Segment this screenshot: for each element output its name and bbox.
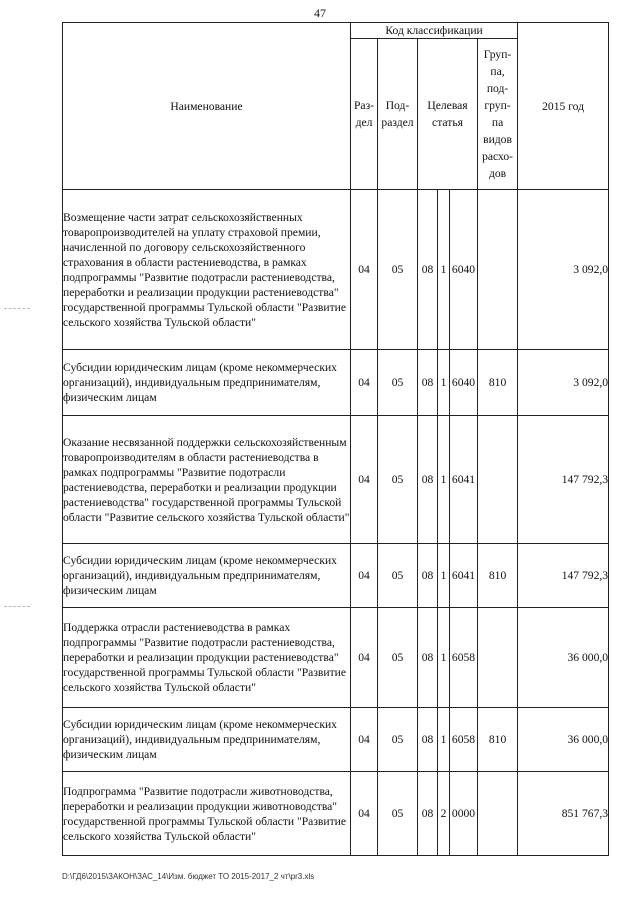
- row-name: Поддержка отрасли растениеводства в рамках подпрограммы "Развитие подотрасли растениеводства, переработки и реализации продукции растениеводства" государственной программы Тульской области "Развитие сельского хозяйства Тульской области": [63, 608, 351, 708]
- row-target-subprogram: 1: [438, 608, 450, 708]
- row-target-program: 08: [418, 416, 438, 544]
- row-target-program: 08: [418, 190, 438, 350]
- row-amount: 36 000,0: [518, 608, 609, 708]
- row-expense-type: [478, 608, 518, 708]
- row-podrazdel: 05: [378, 416, 418, 544]
- page-number: 47: [314, 6, 326, 20]
- header-year: 2015 год: [518, 23, 609, 190]
- row-target-subprogram: 1: [438, 350, 450, 416]
- header-gruppa: Груп- па, под- груп- па видов расхо- дов: [478, 39, 518, 190]
- row-podrazdel: 05: [378, 608, 418, 708]
- row-razdel: 04: [351, 544, 378, 608]
- scan-margin-mark: [4, 606, 30, 608]
- row-target-program: 08: [418, 608, 438, 708]
- row-target-subprogram: 1: [438, 190, 450, 350]
- row-target-subprogram: 1: [438, 708, 450, 772]
- row-target-direction: 6058: [450, 608, 478, 708]
- row-razdel: 04: [351, 350, 378, 416]
- table-row: [63, 190, 609, 350]
- row-name: Оказание несвязанной поддержки сельскохозяйственным товаропроизводителям в области растениеводства в рамках подпрограммы "Развитие подотрасли растениеводства, переработки и реализации продукции растениеводства" государственной программы Тульской области "Развитие сельского хозяйства Тульской области": [63, 416, 351, 544]
- row-target-direction: 6040: [450, 190, 478, 350]
- row-target-program: 08: [418, 544, 438, 608]
- header-tselevaya: Целевая статья: [418, 39, 478, 190]
- row-podrazdel: 05: [378, 544, 418, 608]
- row-amount: 147 792,3: [518, 416, 609, 544]
- row-name: Субсидии юридическим лицам (кроме некоммерческих организаций), индивидуальным предпринимателям, физическим лицам: [63, 544, 351, 608]
- row-podrazdel: 05: [378, 350, 418, 416]
- table-row: [63, 772, 609, 856]
- header-razdel: Раз- дел: [351, 39, 378, 190]
- row-podrazdel: 05: [378, 708, 418, 772]
- row-expense-type: [478, 416, 518, 544]
- row-expense-type: [478, 190, 518, 350]
- row-amount: 36 000,0: [518, 708, 609, 772]
- row-target-direction: 0000: [450, 772, 478, 856]
- row-name: Субсидии юридическим лицам (кроме некоммерческих организаций), индивидуальным предпринимателям, физическим лицам: [63, 708, 351, 772]
- row-podrazdel: 05: [378, 190, 418, 350]
- row-target-program: 08: [418, 772, 438, 856]
- table-row: [63, 350, 609, 416]
- row-name: Субсидии юридическим лицам (кроме некоммерческих организаций), индивидуальным предпринимателям, физическим лицам: [63, 350, 351, 416]
- header-podrazdel: Под- раздел: [378, 39, 418, 190]
- row-name: Подпрограмма "Развитие подотрасли животноводства, переработки и реализации продукции животноводства" государственной программы Тульской области "Развитие сельского хозяйства Тульской области": [63, 772, 351, 856]
- table-row: [63, 416, 609, 544]
- row-razdel: 04: [351, 708, 378, 772]
- row-target-direction: 6041: [450, 416, 478, 544]
- row-target-direction: 6058: [450, 708, 478, 772]
- row-target-program: 08: [418, 708, 438, 772]
- row-target-program: 08: [418, 350, 438, 416]
- budget-table: [62, 22, 609, 856]
- row-podrazdel: 05: [378, 772, 418, 856]
- header-name: Наименование: [63, 23, 351, 190]
- row-razdel: 04: [351, 608, 378, 708]
- row-expense-type: 810: [478, 708, 518, 772]
- row-target-direction: 6040: [450, 350, 478, 416]
- row-razdel: 04: [351, 772, 378, 856]
- row-razdel: 04: [351, 190, 378, 350]
- row-target-direction: 6041: [450, 544, 478, 608]
- row-expense-type: [478, 772, 518, 856]
- row-amount: 3 092,0: [518, 350, 609, 416]
- row-target-subprogram: 1: [438, 416, 450, 544]
- table-row: [63, 544, 609, 608]
- row-amount: 3 092,0: [518, 190, 609, 350]
- row-expense-type: 810: [478, 350, 518, 416]
- row-target-subprogram: 2: [438, 772, 450, 856]
- row-amount: 147 792,3: [518, 544, 609, 608]
- table-row: [63, 708, 609, 772]
- row-name: Возмещение части затрат сельскохозяйственных товаропроизводителей на уплату страховой премии, начисленной по договору сельскохозяйственного страхования в области растениеводства, в рамках подпрограммы "Развитие подотрасли растениеводства, переработки и реализации продукции растениеводства" государственной программы Тульской области "Развитие сельского хозяйства Тульской области": [63, 190, 351, 350]
- scan-margin-mark: [4, 308, 30, 310]
- table-row: [63, 608, 609, 708]
- row-amount: 851 767,3: [518, 772, 609, 856]
- row-razdel: 04: [351, 416, 378, 544]
- row-target-subprogram: 1: [438, 544, 450, 608]
- header-classification: Код классификации: [351, 23, 518, 39]
- file-path-footer: D:\ГД6\2015\ЗАКОН\ЗАС_14\Изм. бюджет ТО 2015-2017_2 чт\pr3.xls: [62, 872, 315, 881]
- row-expense-type: 810: [478, 544, 518, 608]
